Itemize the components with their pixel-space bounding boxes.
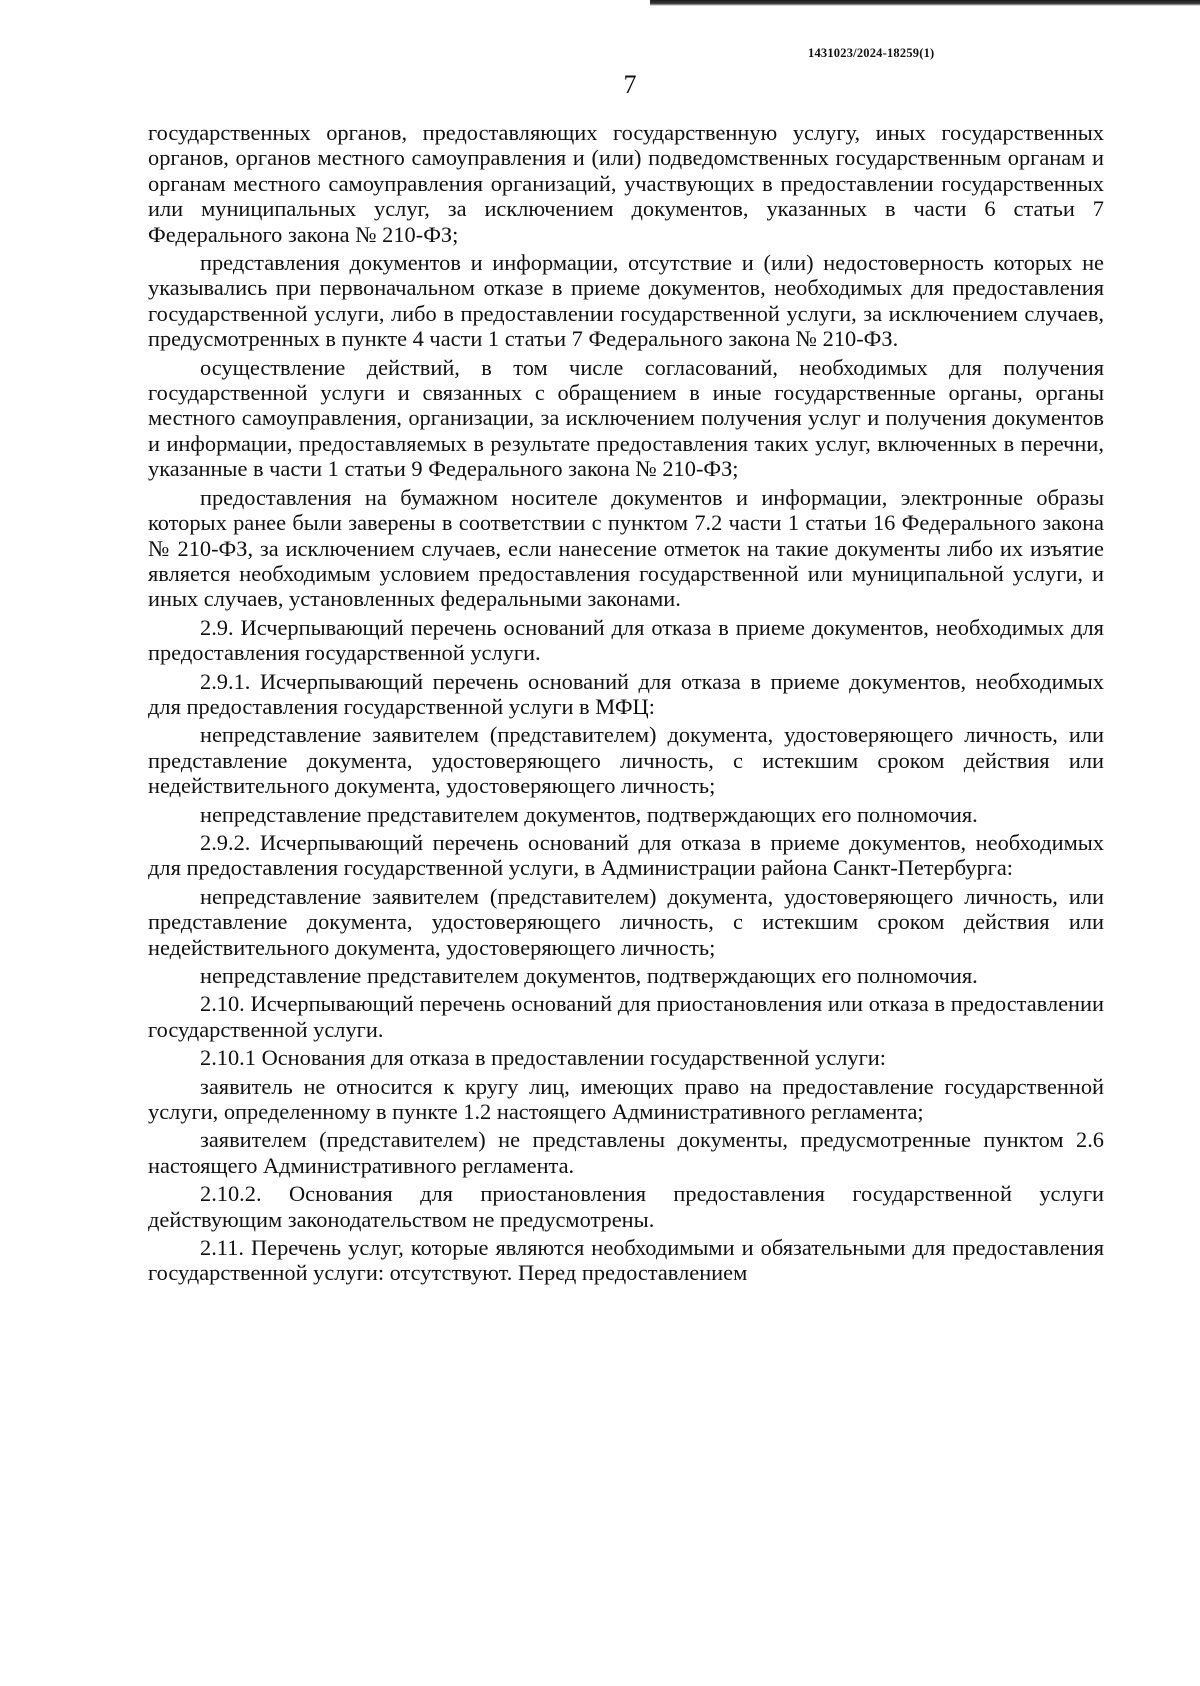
paragraph: 2.10.2. Основания для приостановления предоставления государственной услуги действующим законодательством не предусмотрены.	[148, 1181, 1104, 1232]
paragraph: непредставление представителем документов, подтверждающих его полномочия.	[200, 963, 978, 988]
paragraph: 2.11. Перечень услуг, которые являются необходимыми и обязательными для предоставления государственной услуги: отсутствуют. Перед предоставлением	[148, 1235, 1104, 1286]
paragraph: 2.10. Исчерпывающий перечень оснований для приостановления или отказа в предоставлении государственной услуги.	[148, 991, 1104, 1042]
paragraph: заявитель не относится к кругу лиц, имеющих право на предоставление государственной услуги, определенному в пункте 1.2 настоящего Административного регламента;	[148, 1073, 1104, 1125]
page-number: 7	[623, 70, 637, 99]
document-id: 1431023/2024-18259(1)	[808, 46, 935, 60]
paragraph: 2.9.1. Исчерпывающий перечень оснований для отказа в приеме документов, необходимых для предоставления государственной услуги в МФЦ:	[148, 668, 1104, 719]
paragraph: непредставление заявителем (представителем) документа, удостоверяющего личность, или представление документа, удостоверяющего личность, с истекшим сроком действия или недействительного документа, удостоверяющего личность;	[148, 883, 1104, 960]
document-body	[148, 120, 1104, 1289]
paragraph: непредставление заявителем (представителем) документа, удостоверяющего личность, или представление документа, удостоверяющего личность, с истекшим сроком действия или недействительного документа, удостоверяющего личность;	[148, 722, 1104, 799]
paragraph: осуществление действий, в том числе согласований, необходимых для получения государственной услуги и связанных с обращением в иные государственные органы, органы местного самоуправления, организации, за исключением получения услуг и получения документов и информации, предоставляемых в результате предоставления таких услуг, включенных в перечни, указанные в части 1 статьи 9 Федерального закона № 210-ФЗ;	[148, 354, 1104, 482]
paragraph: 2.9.2. Исчерпывающий перечень оснований для отказа в приеме документов, необходимых для предоставления государственной услуги, в Администрации района Санкт-Петербурга:	[148, 829, 1104, 881]
paragraph: заявителем (представителем) не представлены документы, предусмотренные пунктом 2.6 настоящего Административного регламента.	[148, 1127, 1104, 1178]
paragraph: 2.10.1 Основания для отказа в предоставлении государственной услуги:	[200, 1045, 887, 1071]
paragraph: государственных органов, предоставляющих государственную услугу, иных государственных органов, органов местного самоуправления и (или) подведомственных государственным органам и органам местного самоуправления организаций, участвующих в предоставлении государственных или муниципальных услуг, за исключением документов, указанных в части 6 статьи 7 Федерального закона № 210-ФЗ;	[148, 120, 1104, 247]
paragraph: предоставления на бумажном носителе документов и информации, электронные образы которых ранее были заверены в соответствии с пунктом 7.2 части 1 статьи 16 Федерального закона № 210-ФЗ, за исключением случаев, если нанесение отметок на такие документы либо их изъятие является необходимым условием предоставления государственной или муниципальной услуги, и иных случаев, установленных федеральными законами.	[148, 484, 1104, 612]
paragraph: представления документов и информации, отсутствие и (или) недостоверность которых не указывались при первоначальном отказе в приеме документов, необходимых для предоставления государственной услуги, либо в предоставлении государственной услуги, за исключением случаев, предусмотренных в пункте 4 части 1 статьи 7 Федерального закона № 210-ФЗ.	[148, 250, 1104, 352]
paragraph: 2.9. Исчерпывающий перечень оснований для отказа в приеме документов, необходимых для предоставления государственной услуги.	[148, 614, 1104, 666]
paragraph: непредставление представителем документов, подтверждающих его полномочия.	[200, 801, 978, 827]
scan-edge-shadow	[650, 0, 1200, 6]
